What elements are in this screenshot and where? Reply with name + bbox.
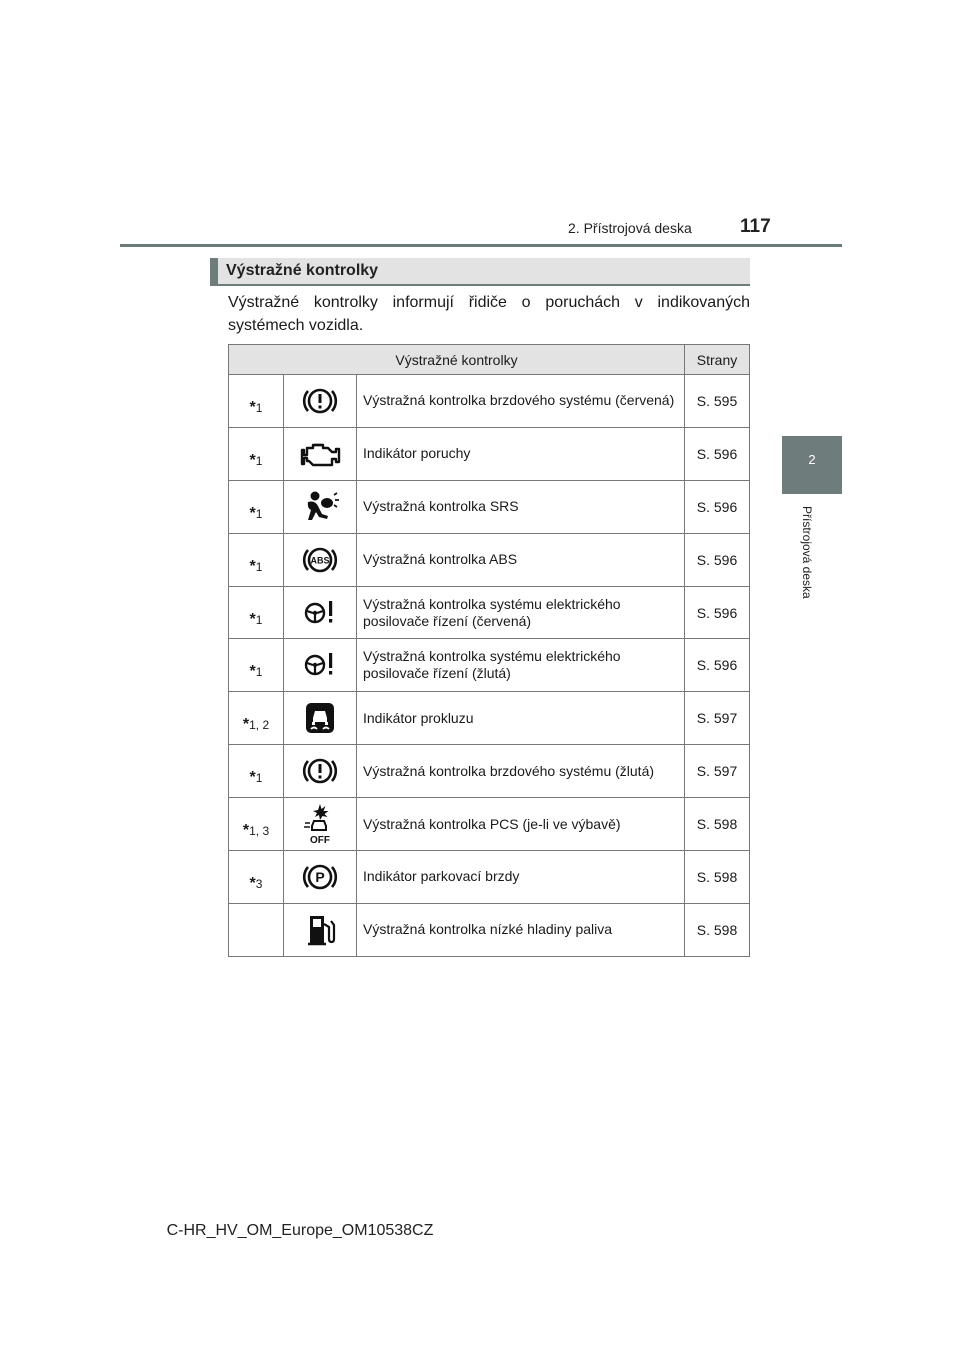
table-row <box>229 903 750 956</box>
footnote-ref: *1, 3 <box>229 798 284 851</box>
footnote-ref: *1 <box>229 639 284 692</box>
light-description: Výstražná kontrolka PCS (je-li ve výbavě) <box>357 798 685 851</box>
section-title: Výstražné kontrolky <box>210 258 750 284</box>
footnote-ref: *1 <box>229 586 284 639</box>
abs-icon <box>284 533 357 586</box>
footnote-ref: *1 <box>229 427 284 480</box>
footnote-ref: *3 <box>229 851 284 904</box>
footnote-ref <box>229 903 284 956</box>
srs-airbag-icon <box>284 480 357 533</box>
light-description: Výstražná kontrolka nízké hladiny paliva <box>357 903 685 956</box>
footnote-ref: *1 <box>229 745 284 798</box>
pcs-off-icon <box>284 798 357 851</box>
page-ref: S. 598 <box>685 903 750 956</box>
parking-brake-icon <box>284 851 357 904</box>
page-ref: S. 596 <box>685 427 750 480</box>
table-row <box>229 851 750 904</box>
page-ref: S. 596 <box>685 533 750 586</box>
page-ref: S. 597 <box>685 745 750 798</box>
table-row <box>229 375 750 428</box>
page-number: 117 <box>740 216 771 237</box>
table-row <box>229 533 750 586</box>
low-fuel-icon <box>284 903 357 956</box>
section-title-rule <box>210 284 750 286</box>
slip-indicator-icon <box>284 692 357 745</box>
pcs-off-label: OFF <box>310 835 330 847</box>
svg-text:ABS: ABS <box>310 555 330 566</box>
chapter-tab-number: 2 <box>808 452 816 467</box>
light-description: Výstražná kontrolka brzdového systému (žlutá) <box>357 745 685 798</box>
table-row <box>229 798 750 851</box>
chapter-tab-label: Přístrojová deska <box>800 506 814 599</box>
header-rule <box>120 244 842 247</box>
footer-code: C-HR_HV_OM_Europe_OM10538CZ <box>166 1222 434 1239</box>
page-ref: S. 598 <box>685 851 750 904</box>
table-row <box>229 692 750 745</box>
light-description: Výstražná kontrolka SRS <box>357 480 685 533</box>
table-row <box>229 427 750 480</box>
footnote-ref: *1 <box>229 533 284 586</box>
light-description: Výstražná kontrolka systému elektrického posilovače řízení (červená) <box>357 586 685 639</box>
page-ref: S. 598 <box>685 798 750 851</box>
header-pages: Strany <box>685 345 750 375</box>
footnote-ref: *1, 2 <box>229 692 284 745</box>
table-row <box>229 586 750 639</box>
light-description: Indikátor prokluzu <box>357 692 685 745</box>
header-lights: Výstražné kontrolky <box>229 345 685 375</box>
power-steering-icon <box>284 639 357 692</box>
footnote-ref: *1 <box>229 375 284 428</box>
power-steering-icon <box>284 586 357 639</box>
light-description: Výstražná kontrolka brzdového systému (červená) <box>357 375 685 428</box>
table-header-row <box>229 345 750 375</box>
svg-text:P: P <box>315 868 325 885</box>
warning-lights-table <box>228 344 750 957</box>
table-row <box>229 480 750 533</box>
table-row <box>229 745 750 798</box>
page-ref: S. 596 <box>685 639 750 692</box>
page-ref: S. 596 <box>685 480 750 533</box>
light-description: Výstražná kontrolka systému elektrického posilovače řízení (žlutá) <box>357 639 685 692</box>
intro-paragraph: Výstražné kontrolky informují řidiče o poruchách v indikovaných systémech vozidla. <box>228 294 750 334</box>
footnote-ref: *1 <box>229 480 284 533</box>
brake-warning-icon <box>284 745 357 798</box>
page-ref: S. 597 <box>685 692 750 745</box>
brake-warning-icon <box>284 375 357 428</box>
light-description: Indikátor parkovací brzdy <box>357 851 685 904</box>
engine-malfunction-icon <box>284 427 357 480</box>
running-header-section: 2. Přístrojová deska <box>568 220 692 236</box>
table-row <box>229 639 750 692</box>
light-description: Indikátor poruchy <box>357 427 685 480</box>
page-ref: S. 595 <box>685 375 750 428</box>
light-description: Výstražná kontrolka ABS <box>357 533 685 586</box>
page-ref: S. 596 <box>685 586 750 639</box>
